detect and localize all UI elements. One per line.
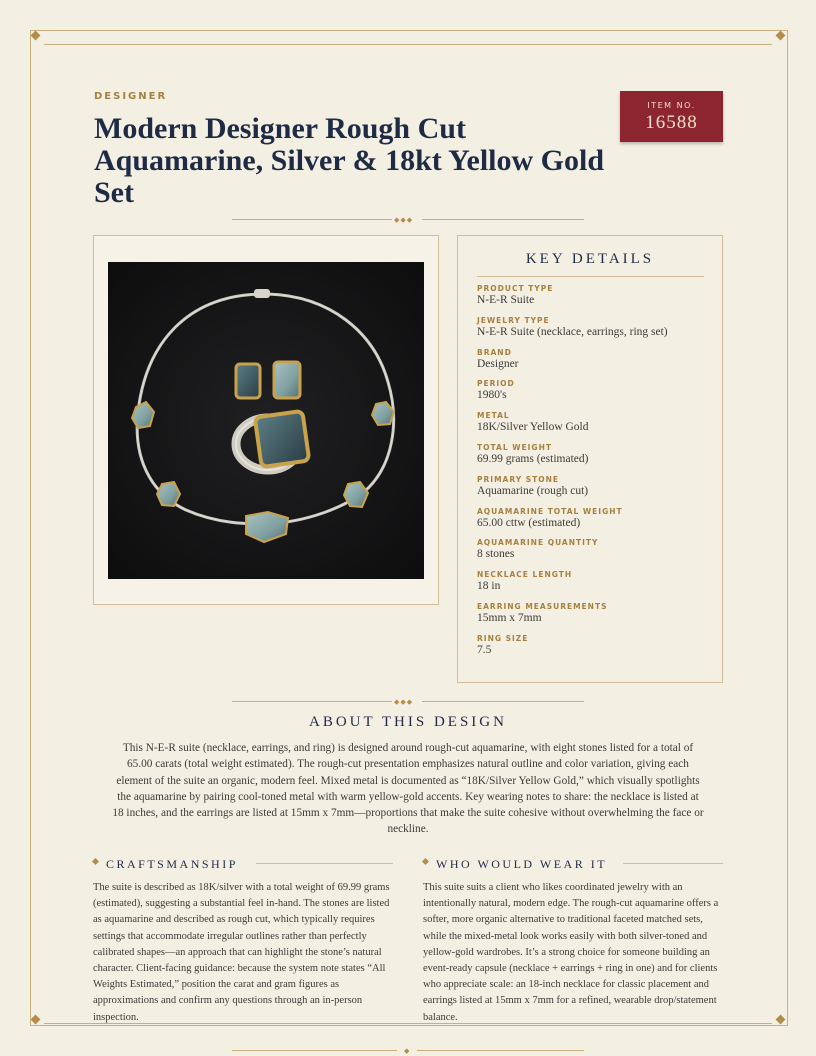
divider-ornament-icon: ◆◆◆: [394, 698, 414, 706]
detail-aquamarine-quantity: [477, 538, 598, 560]
diamond-bullet-icon: [422, 858, 429, 865]
item-number-value: 16588: [645, 112, 698, 133]
detail-earring-measurements: [477, 602, 607, 624]
title-divider: [232, 215, 584, 225]
craftsmanship-header: [93, 857, 393, 869]
craftsmanship-text: The suite is described as 18K/silver with a total weight of 69.99 grams (estimated), suggesting a substantial feel in-hand. The stones are listed as aquamarine and described as rough cut, which typically requires settings that accommodate irregular outlines rather than perfectly calibrated shapes—an approach that can highlight the stone’s natural character. Client-facing guidance: because the system note states “All Weights Estimated,” position the carat and gram figures as approximations and confirm any questions through an in-person inspection.: [93, 882, 390, 1023]
diamond-bullet-icon: [92, 858, 99, 865]
detail-label: METAL: [477, 411, 510, 420]
detail-brand: [477, 348, 519, 370]
detail-ring-size: [477, 634, 528, 656]
detail-value: N-E-R Suite: [477, 294, 535, 306]
detail-label: PRIMARY STONE: [477, 475, 560, 484]
detail-label: BRAND: [477, 348, 512, 357]
detail-label: TOTAL WEIGHT: [477, 443, 552, 452]
detail-jewelry-type: [477, 316, 668, 338]
detail-value: 65.00 cttw (estimated): [477, 517, 581, 529]
key-details-heading: KEY DETAILS: [525, 251, 655, 267]
craftsmanship-rule: [256, 863, 393, 864]
key-details-panel: [457, 235, 723, 683]
divider-ornament-icon: ◆: [404, 1047, 411, 1055]
craftsmanship-heading: CRAFTSMANSHIP: [106, 857, 238, 871]
detail-primary-stone: [477, 475, 588, 497]
detail-label: AQUAMARINE TOTAL WEIGHT: [477, 507, 623, 516]
page-title: Modern Designer Rough Cut Aquamarine, Silver & 18kt Yellow Gold Set: [94, 112, 605, 209]
detail-value: Designer: [477, 358, 519, 370]
detail-total-weight: [477, 443, 588, 465]
detail-period: [477, 379, 515, 401]
key-details-rule: [477, 276, 704, 277]
detail-label: NECKLACE LENGTH: [477, 570, 573, 579]
who-would-wear-rule: [623, 863, 723, 864]
detail-label: RING SIZE: [477, 634, 529, 643]
item-number-badge: [620, 91, 723, 142]
about-heading: ABOUT THIS DESIGN: [309, 714, 507, 730]
about-text: This N-E-R suite (necklace, earrings, and ring) is designed around rough-cut aquamarine, with eight stones listed for a total of 65.00 carats (total weight estimated). The rough-cut presentation emphasizes natural outline and color variation, giving each element of the suite an organic, modern feel. Mixed metal is documented as “18K/Silver Yellow Gold,” which visually spotlights the aquamarine by pairing cool-toned metal with warm yellow-gold accents. Key wearing notes to share: the necklace is listed at 18 inches, and the earrings are listed at 15mm x 7mm—proportions that make the suite cohesive without overwhelming the face or neckline.: [112, 742, 704, 836]
detail-value: Aquamarine (rough cut): [477, 485, 589, 497]
detail-product-type: [477, 284, 553, 306]
detail-label: PERIOD: [477, 379, 515, 388]
who-would-wear-heading: WHO WOULD WEAR IT: [436, 857, 608, 871]
jewelry-suite-illustration: [108, 262, 424, 579]
product-photo: [108, 262, 424, 579]
detail-label: EARRING MEASUREMENTS: [477, 602, 608, 611]
detail-label: JEWELRY TYPE: [477, 316, 550, 325]
detail-value: 18 in: [477, 580, 501, 592]
who-would-wear-text: This suite suits a client who likes coordinated jewelry with an intentionally natural, modern edge. The rough-cut aquamarine offers a softer, more organic alternative to traditional faceted matched sets, while the mixed-metal look works easily with both silver-toned and yellow-gold wardrobes. It’s a strong choice for someone building an event-ready capsule (necklace + earrings + ring in one) and for clients who appreciate scale: an 18-inch necklace for classic placement and earrings listed at 15mm x 7mm for a refined, wearable drop/statement balance.: [423, 882, 719, 1023]
detail-necklace-length: [477, 570, 572, 592]
item-number-label: ITEM NO.: [647, 101, 696, 110]
detail-aquamarine-total-weight: [477, 507, 623, 529]
detail-value: 7.5: [477, 644, 492, 656]
product-photo-frame: [93, 235, 439, 605]
detail-value: 8 stones: [477, 548, 515, 560]
detail-value: 15mm x 7mm: [477, 612, 542, 624]
about-divider: [232, 697, 584, 707]
who-would-wear-header: [423, 857, 723, 869]
detail-metal: [477, 411, 589, 433]
detail-value: 18K/Silver Yellow Gold: [477, 421, 589, 433]
detail-label: AQUAMARINE QUANTITY: [477, 538, 599, 547]
brand-eyebrow: DESIGNER: [94, 91, 168, 102]
bottom-divider: [232, 1046, 584, 1056]
detail-value: 69.99 grams (estimated): [477, 453, 589, 465]
detail-value: 1980's: [477, 389, 507, 401]
top-inner-rule: [44, 44, 772, 45]
detail-value: N-E-R Suite (necklace, earrings, ring set): [477, 326, 668, 338]
detail-label: PRODUCT TYPE: [477, 284, 554, 293]
divider-ornament-icon: ◆◆◆: [394, 216, 414, 224]
